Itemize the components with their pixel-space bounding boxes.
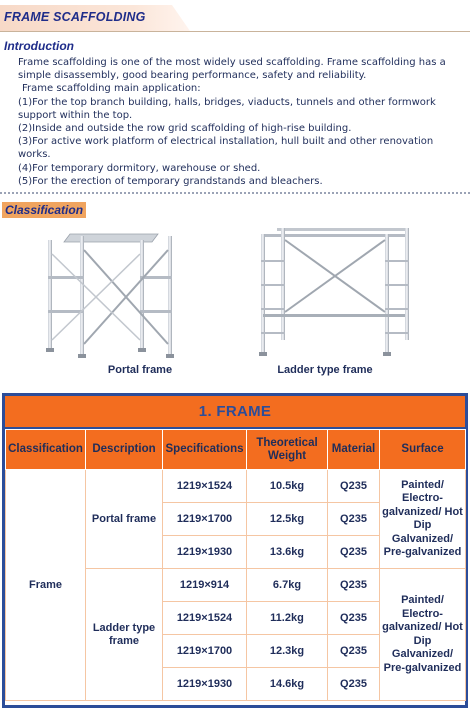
surface-cell: Painted/ Electro-galvanized/ Hot Dip Galvanized/ Pre-galvanized (380, 470, 466, 569)
application-item: (4)For temporary dormitory, warehouse or shed. (18, 162, 261, 174)
ladder-frame-image (255, 226, 415, 358)
classification-cell: Frame (6, 470, 86, 701)
weight-cell: 10.5kg (247, 470, 328, 503)
column-header-weight: Theoretical Weight (247, 430, 328, 470)
column-header-surface: Surface (380, 430, 466, 470)
table-row (6, 470, 466, 503)
application-item: (1)For the top branch building, halls, bridges, viaducts, tunnels and other formwork support within the top. (18, 96, 436, 121)
spec-cell: 1219×1700 (163, 503, 247, 536)
application-item: (5)For the erection of temporary grandstands and bleachers. (18, 175, 323, 187)
weight-cell: 6.7kg (247, 569, 328, 602)
material-cell: Q235 (328, 635, 380, 668)
spec-table (5, 429, 466, 701)
application-item: (2)Inside and outside the row grid scaffolding of high-rise building. (18, 123, 352, 135)
weight-cell: 12.5kg (247, 503, 328, 536)
weight-cell: 12.3kg (247, 635, 328, 668)
description-cell: Portal frame (86, 470, 163, 569)
column-header-description: Description (86, 430, 163, 470)
material-cell: Q235 (328, 569, 380, 602)
spec-cell: 1219×1524 (163, 602, 247, 635)
header-divider (0, 31, 470, 32)
introduction-body (4, 56, 466, 188)
section-divider (0, 192, 470, 194)
weight-cell: 11.2kg (247, 602, 328, 635)
ladder-frame-caption: Ladder type frame (277, 364, 373, 376)
application-item: (3)For active work platform of electrical installation, hull built and other renovation works. (18, 136, 434, 161)
table-banner: 1. FRAME (5, 396, 465, 429)
page-title: FRAME SCAFFOLDING (4, 10, 146, 24)
classification-heading: Classification (2, 202, 86, 218)
weight-cell: 13.6kg (247, 536, 328, 569)
table-header-row (6, 430, 466, 470)
material-cell: Q235 (328, 602, 380, 635)
weight-cell: 14.6kg (247, 668, 328, 701)
spec-cell: 1219×1930 (163, 536, 247, 569)
frame-spec-table (2, 393, 468, 708)
column-header-specifications: Specifications (163, 430, 247, 470)
description-cell: Ladder type frame (86, 569, 163, 701)
spec-cell: 1219×1700 (163, 635, 247, 668)
surface-cell: Painted/ Electro-galvanized/ Hot Dip Galvanized/ Pre-galvanized (380, 569, 466, 701)
applications-heading: Frame scaffolding main application: (22, 83, 201, 95)
material-cell: Q235 (328, 536, 380, 569)
material-cell: Q235 (328, 470, 380, 503)
spec-cell: 1219×1524 (163, 470, 247, 503)
spec-cell: 1219×1930 (163, 668, 247, 701)
material-cell: Q235 (328, 503, 380, 536)
column-header-material: Material (328, 430, 380, 470)
portal-frame-image (40, 222, 180, 362)
material-cell: Q235 (328, 668, 380, 701)
introduction-paragraph: Frame scaffolding is one of the most widely used scaffolding. Frame scaffolding has a simple disassembly, good bearing performance, safety and reliability. (18, 57, 446, 82)
column-header-classification: Classification (6, 430, 86, 470)
spec-cell: 1219×914 (163, 569, 247, 602)
portal-frame-caption: Portal frame (107, 364, 173, 376)
introduction-heading: Introduction (4, 39, 74, 53)
